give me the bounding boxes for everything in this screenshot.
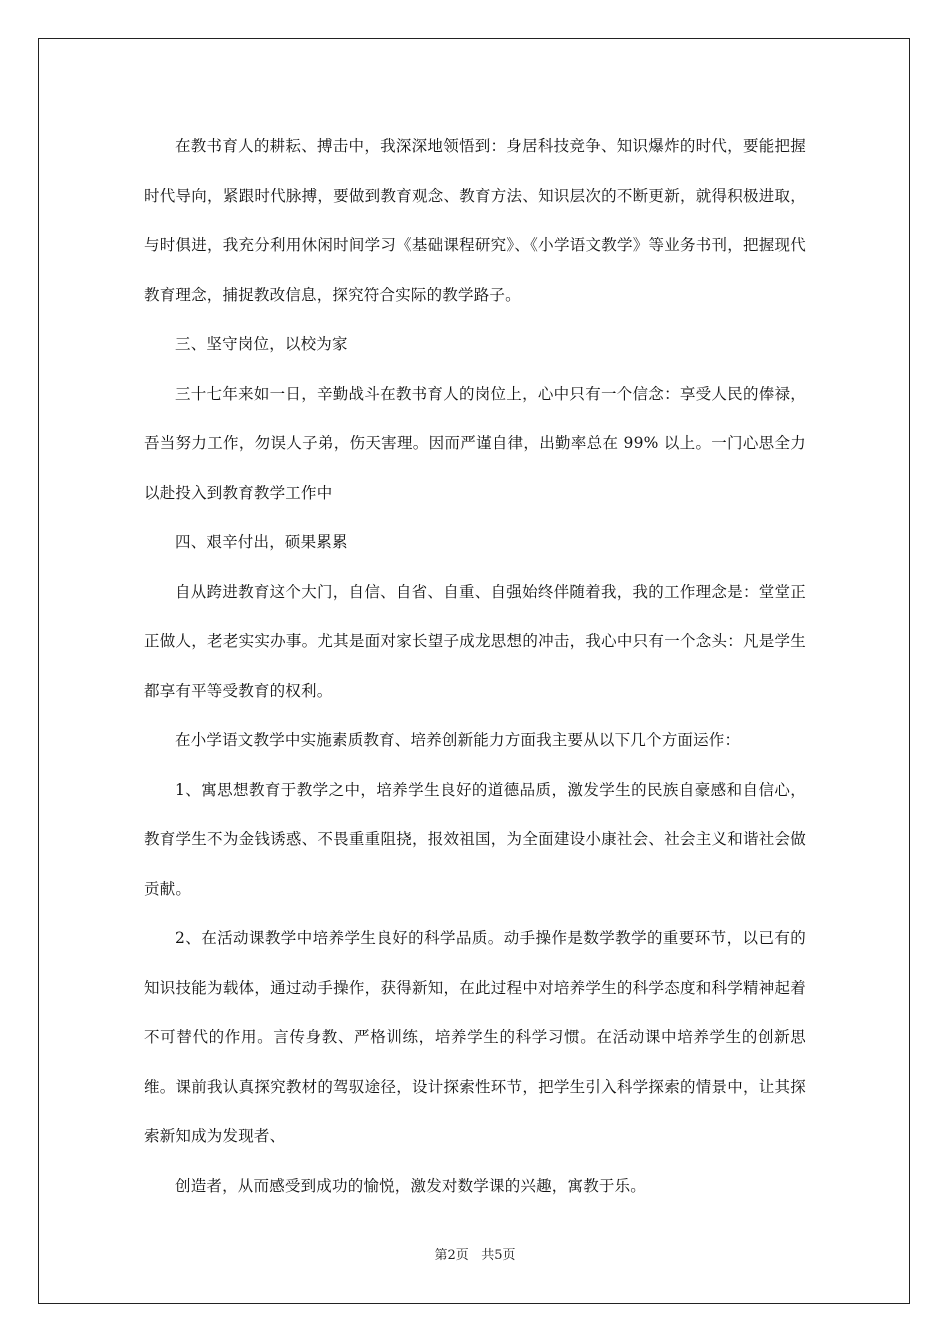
paragraph: 三十七年来如一日，辛勤战斗在教书育人的岗位上，心中只有一个信念：享受人民的俸禄，吾当努力工作，勿误人子弟，伤天害理。因而严谨自律，出勤率总在 99% 以上。一门心思全力以赴投入到教育教学工作中 — [144, 384, 806, 502]
section-heading: 四、艰辛付出，硕果累累 — [175, 533, 348, 551]
footer-gap — [469, 1248, 481, 1263]
paragraph: 创造者，从而感受到成功的愉悦，激发对数学课的兴趣，寓教于乐。 — [175, 1176, 647, 1195]
list-item: 2、在活动课教学中培养学生良好的科学品质。动手操作是数学教学的重要环节，以已有的知识技能为载体，通过动手操作，获得新知，在此过程中对培养学生的科学态度和科学精神起着不可替代的作用。言传身教、严格训练，培养学生的科学习惯。在活动课中培养学生的创新思维。课前我认真探究教材的驾驭途径，设计探索性环节，把学生引入科学探索的情景中，让其探索新知成为发现者、 — [144, 929, 806, 1145]
paragraph: 在教书育人的耕耘、搏击中，我深深地领悟到：身居科技竞争、知识爆炸的时代，要能把握时代导向，紧跟时代脉搏，要做到教育观念、教育方法、知识层次的不断更新，就得积极进取，与时俱进，我充分利用休闲时间学习《基础课程研究》、《小学语文教学》等业务书刊，把握现代教育理念，捕捉教改信息，探究符合实际的教学路子。 — [144, 137, 806, 304]
document-body — [144, 122, 806, 1211]
page-number: 第2页 — [434, 1248, 469, 1263]
page-footer — [0, 1247, 950, 1265]
paragraph: 自从跨进教育这个大门，自信、自省、自重、自强始终伴随着我，我的工作理念是：堂堂正正做人，老老实实办事。尤其是面对家长望子成龙思想的冲击，我心中只有一个念头：凡是学生都享有平等受教育的权利。 — [144, 582, 806, 700]
list-item: 1、寓思想教育于教学之中，培养学生良好的道德品质，激发学生的民族自豪感和自信心，教育学生不为金钱诱惑、不畏重重阻挠，报效祖国，为全面建设小康社会、社会主义和谐社会做贡献。 — [144, 780, 806, 898]
page-total: 共5页 — [481, 1248, 516, 1263]
paragraph: 在小学语文教学中实施素质教育、培养创新能力方面我主要从以下几个方面运作： — [175, 731, 741, 749]
section-heading: 三、坚守岗位，以校为家 — [175, 335, 348, 353]
